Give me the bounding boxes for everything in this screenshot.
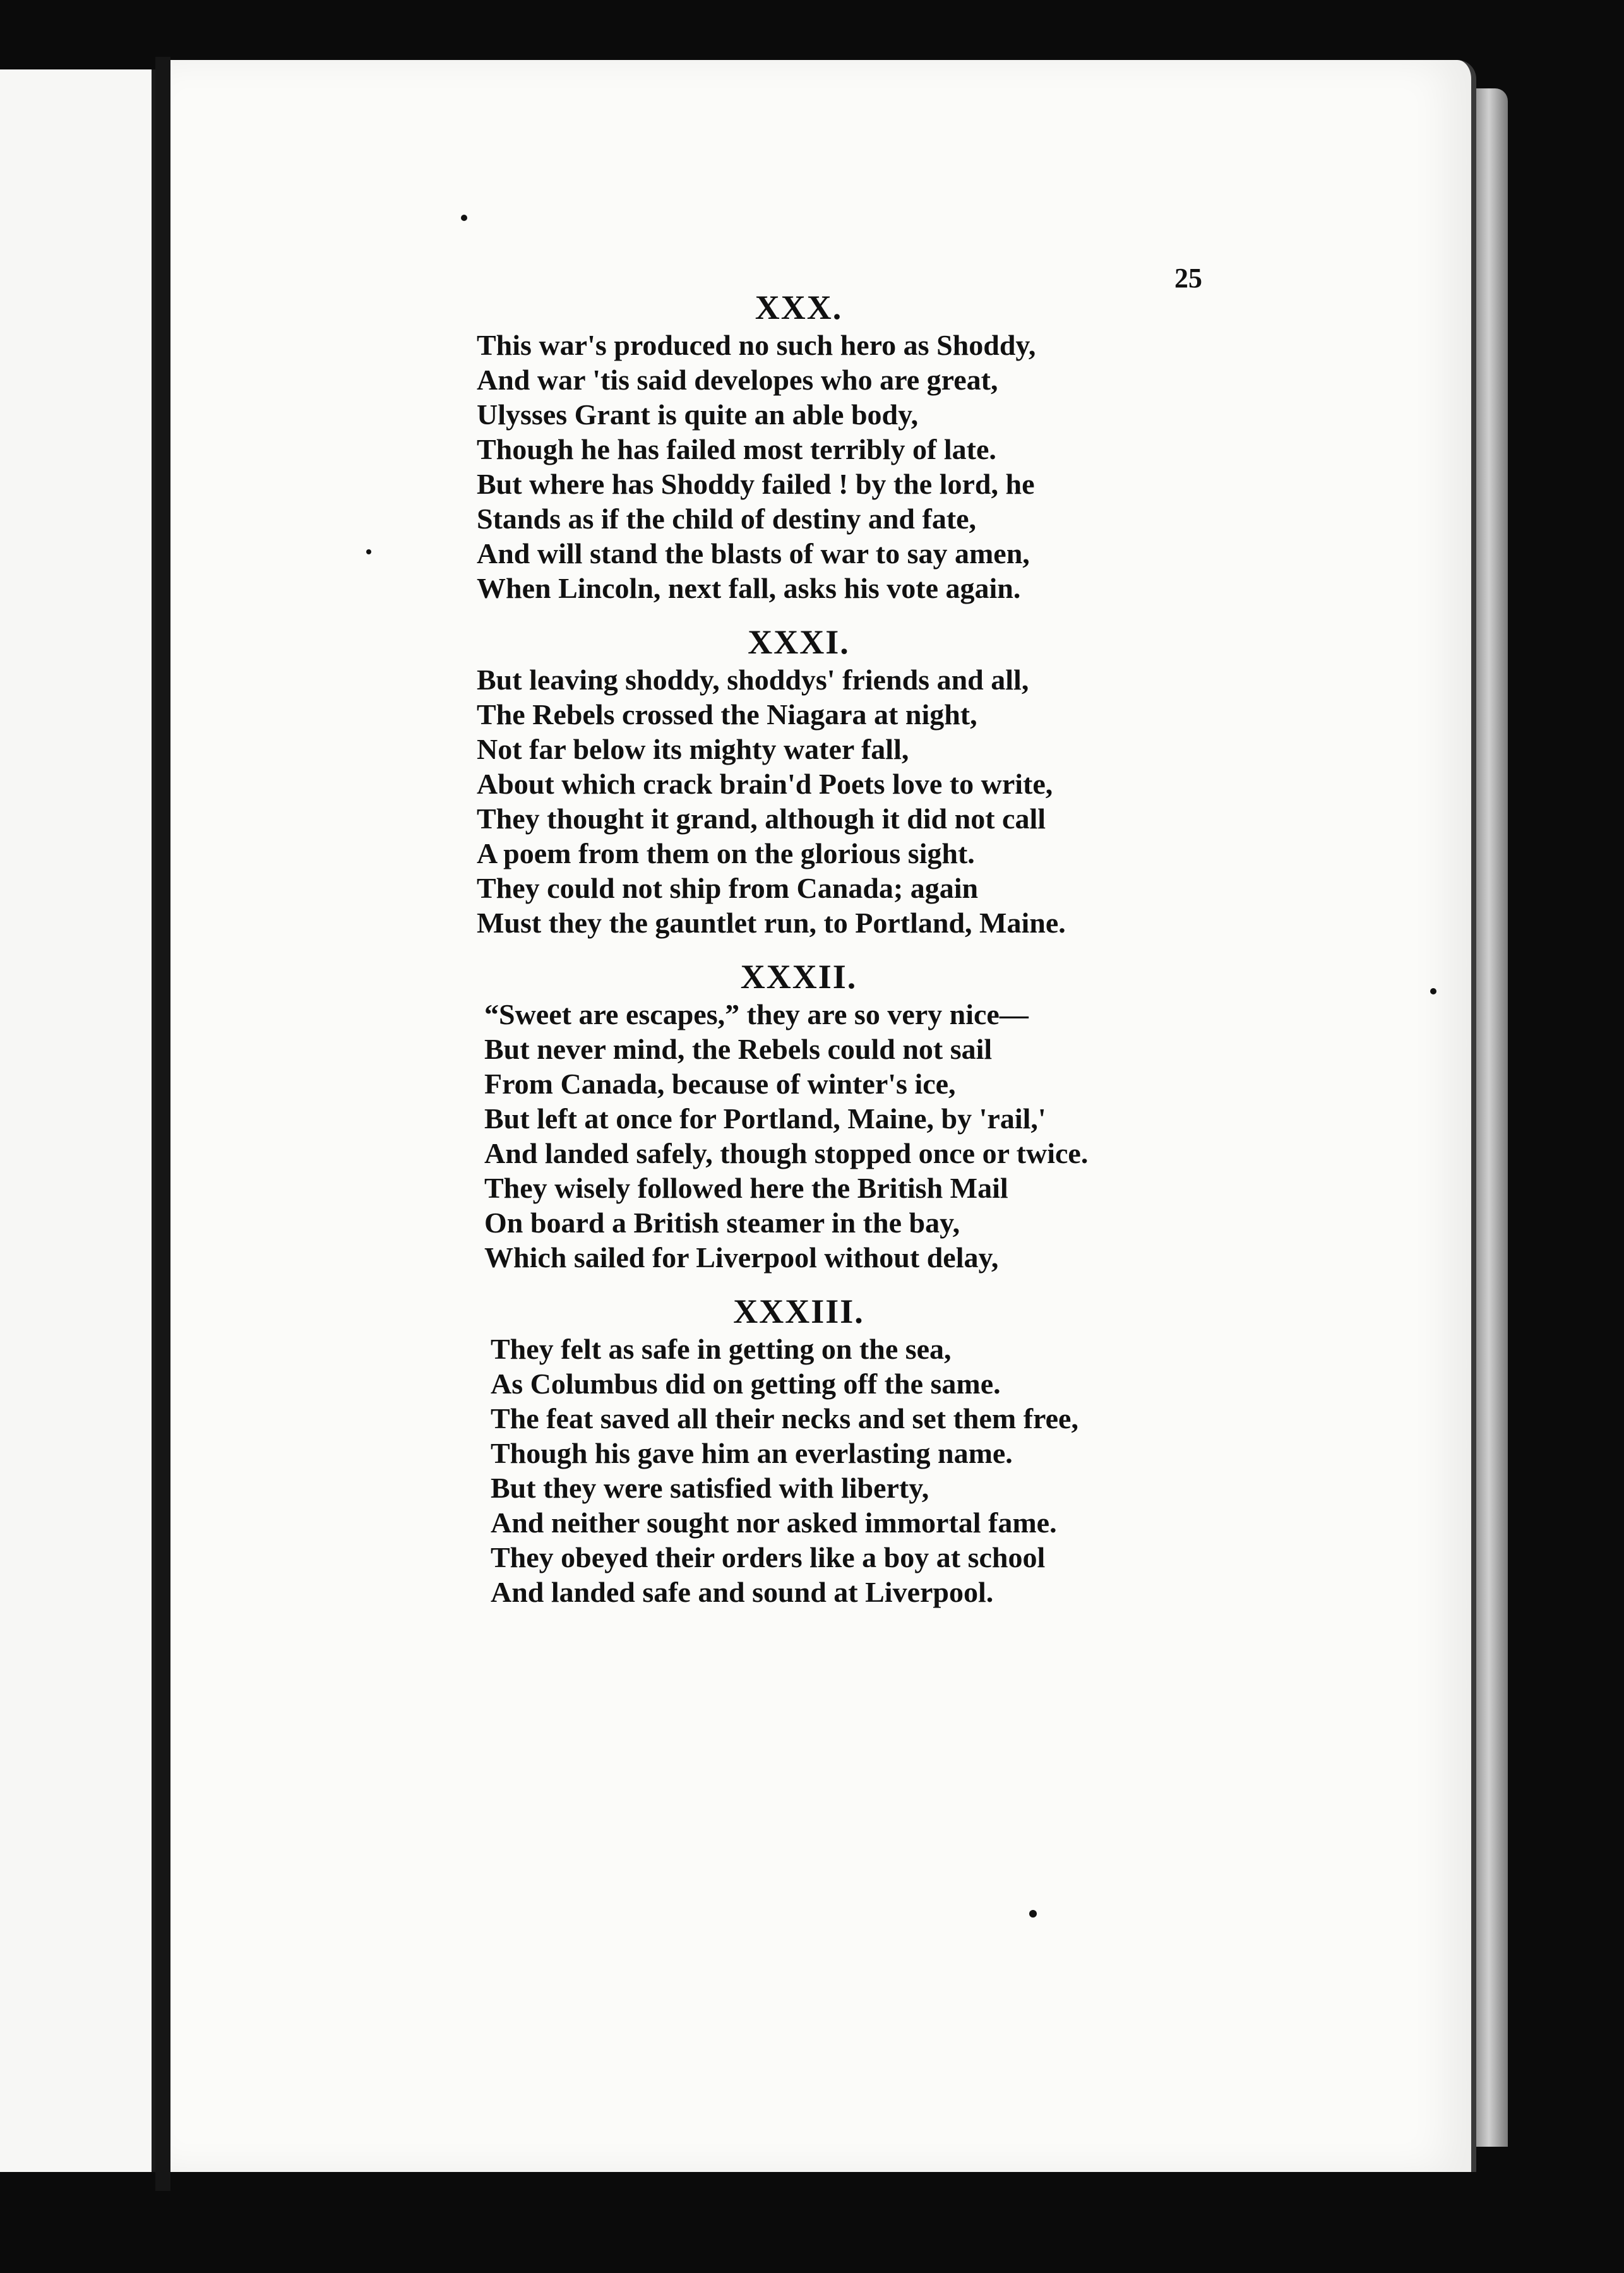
stanza-heading: XXX.	[755, 289, 843, 326]
poem-line: Ulysses Grant is quite an able body,	[477, 398, 919, 431]
poem-line: Which sailed for Liverpool without delay,	[484, 1241, 999, 1274]
poem-line: Though his gave him an everlasting name.	[491, 1437, 1013, 1469]
poem-line: But leaving shoddy, shoddys' friends and all,	[477, 664, 1029, 696]
poem-line: And neither sought nor asked immortal fame.	[491, 1506, 1057, 1539]
page-stack-edge	[1476, 88, 1508, 2147]
stanza	[477, 622, 1222, 940]
poem-line: But left at once for Portland, Maine, by 'rail,'	[484, 1102, 1046, 1135]
poem-line: And landed safe and sound at Liverpool.	[491, 1576, 994, 1608]
scan-speck	[461, 215, 467, 221]
poem-line: But they were satisfied with liberty,	[491, 1472, 929, 1504]
poem-line: On board a British steamer in the bay,	[484, 1207, 960, 1239]
poem-line: The Rebels crossed the Niagara at night,	[477, 698, 977, 731]
poem-line: And war 'tis said developes who are great,	[477, 364, 998, 396]
scan-speck	[1430, 988, 1436, 994]
poem-line: And landed safely, though stopped once or twice.	[484, 1137, 1089, 1169]
poem-line: This war's produced no such hero as Shoddy,	[477, 329, 1036, 361]
poem-line: From Canada, because of winter's ice,	[484, 1068, 956, 1100]
stanza-heading: XXXIII.	[733, 1292, 864, 1330]
poem-line: About which crack brain'd Poets love to write,	[477, 768, 1053, 800]
stanza	[477, 957, 1222, 1275]
poem-line: They obeyed their orders like a boy at school	[491, 1541, 1046, 1573]
poem-line: They could not ship from Canada; again	[477, 872, 979, 904]
book-gutter	[155, 57, 170, 2191]
scan-speck	[1029, 1910, 1037, 1918]
poem-line: Must they the gauntlet run, to Portland, Maine.	[477, 907, 1066, 939]
poem-line: “Sweet are escapes,” they are so very nice—	[484, 998, 1029, 1030]
previous-page-edge	[0, 69, 155, 2172]
poem-line: The feat saved all their necks and set them free,	[491, 1402, 1078, 1435]
stanza-heading: XXXII.	[740, 958, 857, 996]
poem-line: Not far below its mighty water fall,	[477, 733, 909, 765]
poem-line: Though he has failed most terribly of late.	[477, 433, 996, 465]
poem-line: As Columbus did on getting off the same.	[491, 1368, 1001, 1400]
poem-body	[477, 287, 1222, 1626]
scan-speck	[366, 549, 371, 554]
stanza	[477, 1291, 1222, 1609]
poem-line: They wisely followed here the British Mail	[484, 1172, 1008, 1204]
stanza	[477, 287, 1222, 606]
page-number: 25	[1174, 263, 1202, 294]
poem-line: A poem from them on the glorious sight.	[477, 837, 975, 869]
poem-line: They felt as safe in getting on the sea,	[491, 1333, 952, 1365]
poem-line: They thought it grand, although it did not call	[477, 802, 1046, 835]
poem-line: Stands as if the child of destiny and fate,	[477, 503, 977, 535]
poem-line: When Lincoln, next fall, asks his vote again.	[477, 572, 1021, 604]
stanza-heading: XXXI.	[748, 623, 850, 661]
poem-line: And will stand the blasts of war to say amen,	[477, 537, 1030, 570]
poem-line: But where has Shoddy failed ! by the lord, he	[477, 468, 1035, 500]
poem-line: But never mind, the Rebels could not sail	[484, 1033, 993, 1065]
